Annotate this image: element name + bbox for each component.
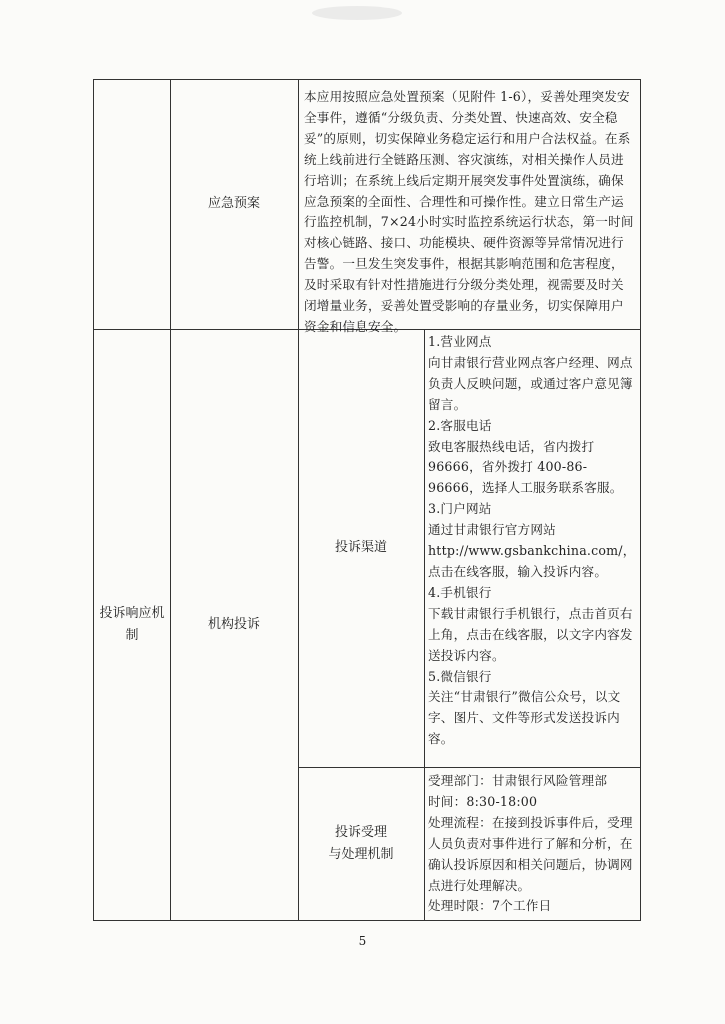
emergency-content [304, 87, 634, 334]
channel-body: 下载甘肃银行手机银行，点击首页右上角，点击在线客服，以文字内容发送投诉内容。 [428, 605, 633, 663]
channel-body: 关注“甘肃银行”微信公众号，以文字、图片、文件等形式发送投诉内容。 [428, 689, 621, 747]
emergency-content-text: 本应用按照应急处置预案（见附件 1-6），妥善处理突发安全事件，遵循“分级负责、分类处置、快速高效、安全稳妥”的原则，切实保障业务稳定运行和用户合法权益。在系统上线前进行全链路压测、容灾演练，对相关操作人员进行培训；在系统上线后定期开展突发事件处置演练，确保应急预案的全面性、合理性和可操作性。建立日常生产运行监控机制，7×24小时实时监控系统运行状态，第一时间对核心链路、接口、功能模块、硬件资源等异常情况进行告警。一旦发生突发事件，根据其影响范围和危害程度，及时采取有针对性措施进行分级分类处理，视需要及时关闭增量业务，妥善处置受影响的存量业务，切实保障用户资金和信息安全。 [304, 89, 634, 334]
channel-item [428, 667, 634, 751]
channel-item [428, 583, 634, 667]
channel-item [428, 499, 634, 583]
channels-list [428, 332, 634, 766]
channel-title: 4.手机银行 [428, 584, 492, 600]
complaint-type-label-text: 机构投诉 [207, 616, 260, 632]
channel-body: 通过甘肃银行官方网站http://www.gsbankchina.com/，点击在线客服，输入投诉内容。 [428, 522, 636, 579]
complaint-section-label-text: 投诉响应机制 [99, 605, 165, 643]
handling-label-line1: 投诉受理 [334, 824, 387, 840]
channel-title: 2.客服电话 [428, 417, 492, 433]
page-number: 5 [358, 934, 367, 948]
complaint-type-label [170, 329, 298, 920]
handling-content [428, 771, 634, 919]
channels-label [298, 329, 424, 767]
handling-label-line2: 与处理机制 [328, 846, 394, 862]
scan-smudge [312, 6, 402, 20]
channel-title: 3.门户网站 [428, 501, 492, 517]
channel-title: 1.营业网点 [428, 334, 492, 349]
channel-title: 5.微信银行 [428, 668, 492, 684]
handling-dept: 受理部门：甘肃银行风险管理部 [428, 773, 608, 788]
channel-body: 向甘肃银行营业网点客户经理、网点负责人反映问题，或通过客户意见簿留言。 [428, 354, 633, 412]
channel-body: 致电客服热线电话，省内拨打96666，省外拨打 400-86-96666，选择人工服务联系客服。 [428, 438, 623, 496]
channels-label-text: 投诉渠道 [334, 540, 387, 555]
channel-item [428, 416, 634, 500]
handling-limit: 处理时限：7个工作日 [428, 898, 552, 914]
channel-item [428, 332, 634, 416]
handling-time: 时间：8:30-18:00 [428, 793, 538, 809]
handling-process: 处理流程：在接到投诉事件后，受理人员负责对事件进行了解和分析，在确认投诉原因和相关问题后，协调网点进行处理解决。 [428, 814, 633, 893]
emergency-label-text: 应急预案 [207, 196, 260, 211]
complaint-section-label [98, 329, 166, 920]
emergency-label [170, 79, 298, 329]
handling-label [298, 767, 424, 920]
